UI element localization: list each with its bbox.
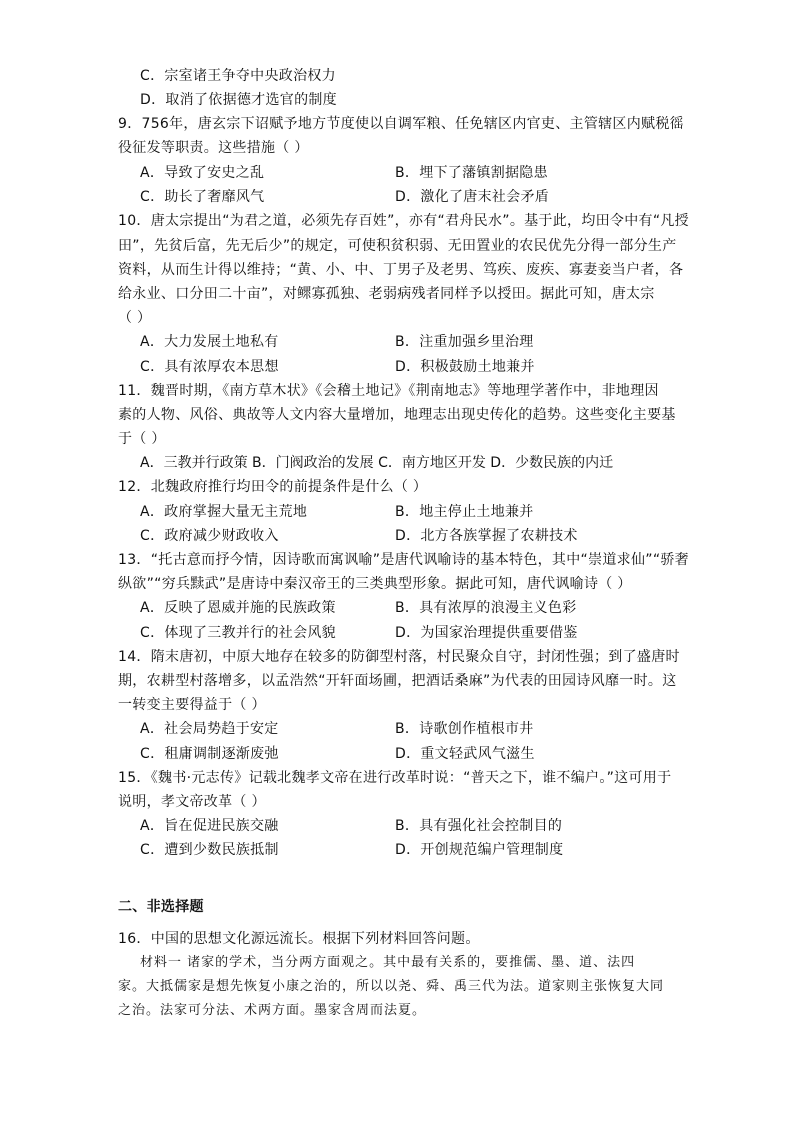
option-b: B．诗歌创作植根市井 [395,721,534,737]
question-stem-line: 说明，孝文帝改革（ ） [118,794,266,810]
material-line: 之治。法家可分法、术两方面。墨家含周而法夏。 [118,1003,427,1018]
question-stem-line: 14．隋末唐初，中原大地存在较多的防御型村落，村民聚众自守，封闭性强；到了盛唐时 [118,649,680,665]
question-stem-line: 资料，从而生计得以维持；“黄、小、中、丁男子及老男、笃疾、废疾、寡妻妾当户者，各 [118,262,684,278]
question-stem-line: 役征发等职责。这些措施（ ） [118,140,309,156]
option-d: D．开创规范编户管理制度 [395,842,564,858]
question-stem-line: 田”，先贫后富，先无后少”的规定，可使积贫积弱、无田置业的农民优先分得一部分生产 [118,238,677,254]
option-d: D．取消了依据德才选官的制度 [140,92,337,108]
option-d: D．为国家治理提供重要借鉴 [395,625,578,641]
option-a: A．反映了恩威并施的民族政策 [140,600,336,616]
option-d: D．重文轻武风气滋生 [395,746,535,762]
option-c: C．遭到少数民族抵制 [140,842,279,858]
question-stem-line: 素的人物、风俗、典故等人文内容大量增加，地理志出现史传化的趋势。这些变化主要基 [118,407,676,423]
material-line: 家。大抵儒家是想先恢复小康之治的，所以以尧、舜、禹三代为法。道家则主张恢复大同 [118,979,665,994]
option-a: A．旨在促进民族交融 [140,818,279,834]
option-d: D．激化了唐末社会矛盾 [395,189,550,205]
option-d: D．北方各族掌握了农耕技术 [395,528,578,544]
question-stem-line: 9．756年，唐玄宗下诏赋予地方节度使以自调军粮、任免辖区内官吏、主管辖区内赋税徭 [118,116,684,132]
option-b: B．具有浓厚的浪漫主义色彩 [395,600,577,616]
section-heading: 二、非选择题 [118,899,204,915]
option-c: C．宗室诸王争夺中央政治权力 [140,68,336,84]
question-stem-line: 一转变主要得益于（ ） [118,697,266,713]
option-c: C．助长了奢靡风气 [140,189,265,205]
question-stem-line: （ ） [118,310,152,326]
question-stem-line: 给永业、口分田二十亩”，对鳏寡孤独、老弱病残者同样予以授田。据此可知，唐太宗 [118,286,655,302]
option-a: A．导致了安史之乱 [140,165,265,181]
option-c: C．政府减少财政收入 [140,528,279,544]
question-stem-line: 15．《魏书·元志传》记载北魏孝文帝在进行改革时说：“普天之下，谁不编户。”这可用于 [118,770,672,786]
option-a: A．社会局势趋于安定 [140,721,279,737]
question-stem-line: 12．北魏政府推行均田令的前提条件是什么（ ） [118,479,428,495]
option-b: B．注重加强乡里治理 [395,334,534,350]
option-b: B．具有强化社会控制目的 [395,818,563,834]
option-a: A．大力发展土地私有 [140,334,279,350]
option-b: B．埋下了藩镇割据隐患 [395,165,548,181]
option-b: B．地主停止土地兼并 [395,504,534,520]
material-line: 材料一 诸家的学术，当分两方面观之。其中最有关系的，要推儒、墨、道、法四 [140,955,636,970]
options-row: A．三教并行政策 B．门阀政治的发展 C．南方地区开发 D．少数民族的内迁 [140,455,614,471]
option-d: D．积极鼓励土地兼并 [395,359,535,375]
question-stem-line: 期，农耕型村落增多，以孟浩然“开轩面场圃，把酒话桑麻”为代表的田园诗风靡一时。这 [118,673,677,689]
question-stem-line: 16．中国的思想文化源远流长。根据下列材料回答问题。 [118,931,480,947]
question-stem-line: 13．“托古意而抒今情，因诗歌而寓讽喻”是唐代讽喻诗的基本特色，其中“崇道求仙”“骄奢 [118,552,689,568]
option-c: C．体现了三教并行的社会风貌 [140,625,336,641]
option-c: C．租庸调制逐渐废弛 [140,746,279,762]
option-a: A．政府掌握大量无主荒地 [140,504,308,520]
question-stem-line: 11．魏晋时期，《南方草木状》《会稽土地记》《荆南地志》等地理学著作中，非地理因 [118,383,659,399]
question-stem-line: 于（ ） [118,431,166,447]
option-c: C．具有浓厚农本思想 [140,359,279,375]
question-stem-line: 纵欲”“穷兵黩武”是唐诗中秦汉帝王的三类典型形象。据此可知，唐代讽喻诗（ ） [118,576,632,592]
question-stem-line: 10．唐太宗提出“为君之道，必须先存百姓”，亦有“君舟民水”。基于此，均田令中有“凡授 [118,213,689,229]
